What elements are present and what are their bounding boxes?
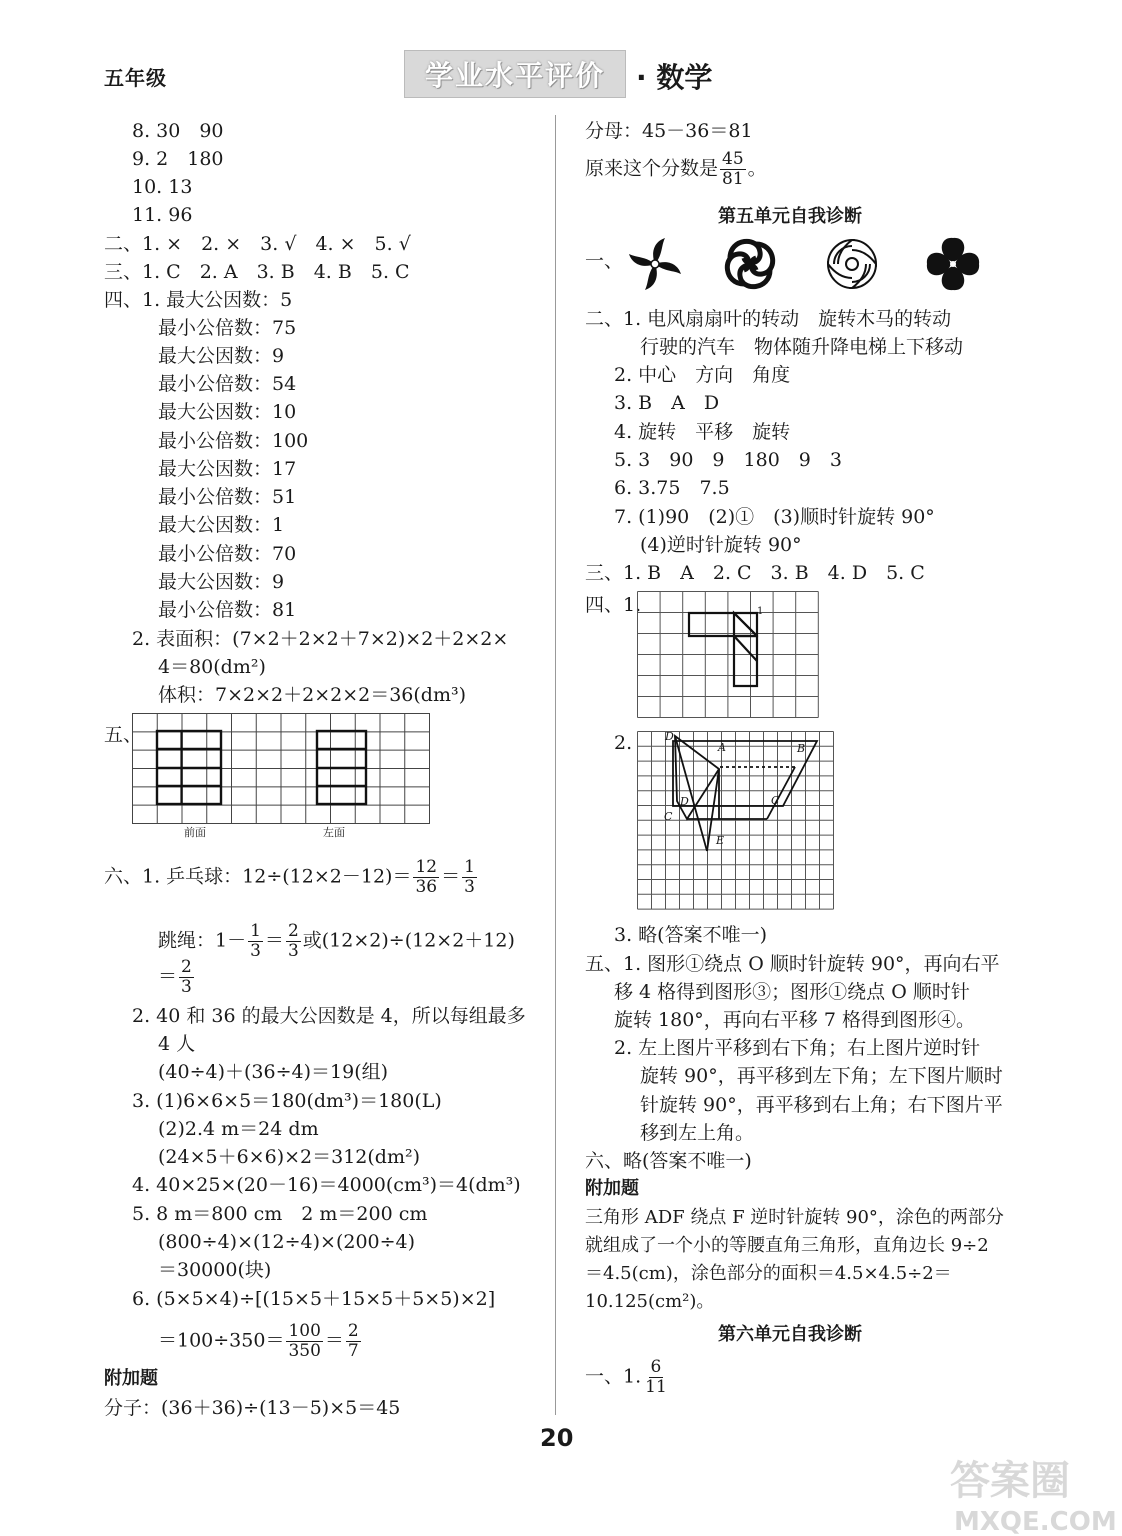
answer-line: 最小公倍数：75 bbox=[158, 317, 297, 339]
answer-line: 3. B A D bbox=[614, 392, 720, 414]
point-label: D bbox=[680, 795, 689, 808]
answer-line: 5. 3 90 9 180 9 3 bbox=[614, 449, 842, 471]
unit-six-title: 第六单元自我诊断 bbox=[718, 1324, 862, 1345]
answer-line: 2. 40 和 36 的最大公因数是 4，所以每组最多 bbox=[132, 1005, 526, 1027]
answer-line: (24×5＋6×6)×2＝312(dm²) bbox=[158, 1146, 421, 1168]
answer-line: 4. 40×25×(20－16)＝4000(cm³)＝4(dm³) bbox=[132, 1174, 521, 1196]
answer-line: 2. 左上图片平移到右下角；右上图片逆时针 bbox=[614, 1037, 981, 1059]
answer-line: (800÷4)×(12÷4)×(200÷4) bbox=[158, 1231, 416, 1253]
answer-line: 四、1. 最大公因数：5 bbox=[104, 289, 293, 311]
answer-line: 二、1. 电风扇扇叶的转动 旋转木马的转动 bbox=[585, 308, 952, 330]
answer-line: 旋转 180°，再向右平移 7 格得到图形④。 bbox=[614, 1009, 975, 1031]
answer-line: 移 4 格得到图形③；图形①绕点 O 顺时针 bbox=[614, 981, 970, 1003]
answer-line: 6. (5×5×4)÷[(15×5＋15×5＋5×5)×2] bbox=[132, 1288, 496, 1310]
answer-line: 跳绳：1－ $\frac{1}{3}$ ＝ $\frac{2}{3}$ 或(12×2)÷(12×2＋12) bbox=[158, 921, 515, 961]
answer-line: 最小公倍数：70 bbox=[158, 543, 297, 565]
answer-line: 9. 2 180 bbox=[132, 148, 224, 170]
answer-line: ＝ $\frac{2}{3}$ bbox=[158, 957, 192, 997]
answer-line: 最大公因数：10 bbox=[158, 401, 297, 423]
point-label: C bbox=[771, 794, 780, 807]
answer-line: 分子：(36＋36)÷(13－5)×5＝45 bbox=[104, 1397, 401, 1419]
answer-line: ＝4.5(cm)，涂色部分的面积＝4.5×4.5÷2＝ bbox=[585, 1263, 952, 1284]
answer-line: 三角形 ADF 绕点 F 逆时针旋转 90°，涂色的两部分 bbox=[585, 1207, 1004, 1228]
answer-line: 4 人 bbox=[158, 1033, 196, 1055]
answer-line: 最小公倍数：100 bbox=[158, 430, 309, 452]
answer-line: (4)逆时针旋转 90° bbox=[640, 534, 802, 556]
side-view-label: 左面 bbox=[323, 826, 345, 839]
answer-line: 最大公因数：1 bbox=[158, 514, 285, 536]
answer-line: 3. (1)6×6×5＝180(dm³)＝180(L) bbox=[132, 1090, 442, 1112]
column-divider bbox=[555, 115, 556, 1415]
point-label: D bbox=[665, 730, 674, 743]
answer-line: 六、略(答案不唯一) bbox=[585, 1150, 752, 1172]
grade-label: 五年级 bbox=[104, 66, 167, 90]
section-one-label: 一、 bbox=[585, 250, 624, 272]
answer-line: 最小公倍数：51 bbox=[158, 486, 297, 508]
answer-line: 3. 略(答案不唯一) bbox=[614, 924, 767, 946]
extra-question-title: 附加题 bbox=[585, 1178, 639, 1199]
extra-question-title: 附加题 bbox=[104, 1368, 158, 1389]
point-label: A bbox=[718, 741, 726, 754]
answer-line: 7. (1)90 (2)① (3)顺时针旋转 90° bbox=[614, 506, 935, 528]
answer-line: 二、1. × 2. × 3. √ 4. × 5. √ bbox=[104, 233, 411, 255]
answer-line: 最小公倍数：81 bbox=[158, 599, 297, 621]
point-label: C bbox=[664, 810, 673, 823]
answer-line: 6. 3.75 7.5 bbox=[614, 477, 730, 499]
answer-line: 分母：45－36＝81 bbox=[585, 120, 753, 142]
answer-line: 六、1. 乒乓球：12÷(12×2－12)＝ $\frac{12}{36}$ ＝ $\frac{1}{3}$ bbox=[104, 857, 475, 897]
front-view-label: 前面 bbox=[184, 826, 206, 839]
point-label: E bbox=[716, 834, 725, 847]
answer-line: 最大公因数：9 bbox=[158, 345, 285, 367]
answer-line: 最小公倍数：54 bbox=[158, 373, 297, 395]
answer-line: 5. 8 m＝800 cm 2 m＝200 cm bbox=[132, 1203, 428, 1225]
unit-five-title: 第五单元自我诊断 bbox=[718, 206, 862, 227]
rotation-grid-1 bbox=[637, 591, 819, 719]
answer-line: 三、1. C 2. A 3. B 4. B 5. C bbox=[104, 261, 410, 283]
answer-line: 原来这个分数是 $\frac{45}{81}$ 。 bbox=[585, 149, 767, 189]
answer-line: 最大公因数：17 bbox=[158, 458, 297, 480]
point-label: 1 bbox=[757, 606, 764, 617]
answer-line: 2. 表面积：(7×2＋2×2＋7×2)×2＋2×2× bbox=[132, 628, 509, 650]
answer-line: 最大公因数：9 bbox=[158, 571, 285, 593]
answer-line: 一、1. $\frac{6}{11}$ bbox=[585, 1357, 667, 1397]
answer-line: 五、1. 图形①绕点 O 顺时针旋转 90°，再向右平 bbox=[585, 953, 1000, 975]
answer-line: 旋转 90°，再平移到左下角；左下图片顺时 bbox=[640, 1065, 1003, 1087]
answer-line: 4. 旋转 平移 旋转 bbox=[614, 421, 791, 443]
answer-line: 四、1. bbox=[585, 594, 642, 616]
answer-line: 针旋转 90°，再平移到右上角；右下图片平 bbox=[640, 1094, 1003, 1116]
answer-line: 4＝80(dm²) bbox=[158, 656, 266, 678]
pinwheel-figures bbox=[620, 233, 990, 295]
answer-line: 2. 中心 方向 角度 bbox=[614, 364, 791, 386]
answer-line: 三、1. B A 2. C 3. B 4. D 5. C bbox=[585, 562, 925, 584]
answer-line: 体积：7×2×2＋2×2×2＝36(dm³) bbox=[158, 684, 467, 706]
answer-line: 就组成了一个小的等腰直角三角形，直角边长 9÷2 bbox=[585, 1235, 989, 1256]
answer-line: 10. 13 bbox=[132, 176, 193, 198]
series-title-box: 学业水平评价 bbox=[404, 50, 626, 98]
answer-line: 行驶的汽车 物体随升降电梯上下移动 bbox=[640, 336, 964, 358]
answer-line: 2. bbox=[614, 732, 633, 754]
point-label: B bbox=[797, 742, 806, 755]
answer-line: ＝30000(块) bbox=[158, 1259, 272, 1281]
page-number: 20 bbox=[540, 1424, 574, 1452]
answer-line: (40÷4)＋(36÷4)＝19(组) bbox=[158, 1061, 389, 1083]
section-five-label: 五、 bbox=[104, 724, 143, 746]
watermark-logo bbox=[940, 1450, 1122, 1536]
answer-line: 11. 96 bbox=[132, 204, 193, 226]
watermark-title: 答案圈 bbox=[950, 1458, 1070, 1504]
answer-line: 移到左上角。 bbox=[640, 1122, 755, 1144]
answer-line: (2)2.4 m＝24 dm bbox=[158, 1118, 319, 1140]
answer-line: 10.125(cm²)。 bbox=[585, 1291, 715, 1312]
three-view-grid bbox=[132, 713, 432, 828]
answer-line: ＝100÷350＝ $\frac{100}{350}$ ＝ $\frac{2}{7}$ bbox=[158, 1321, 359, 1361]
watermark-url: MXQE.COM bbox=[954, 1507, 1117, 1536]
answer-line: 8. 30 90 bbox=[132, 120, 224, 142]
subject-label: · 数学 bbox=[636, 61, 713, 94]
